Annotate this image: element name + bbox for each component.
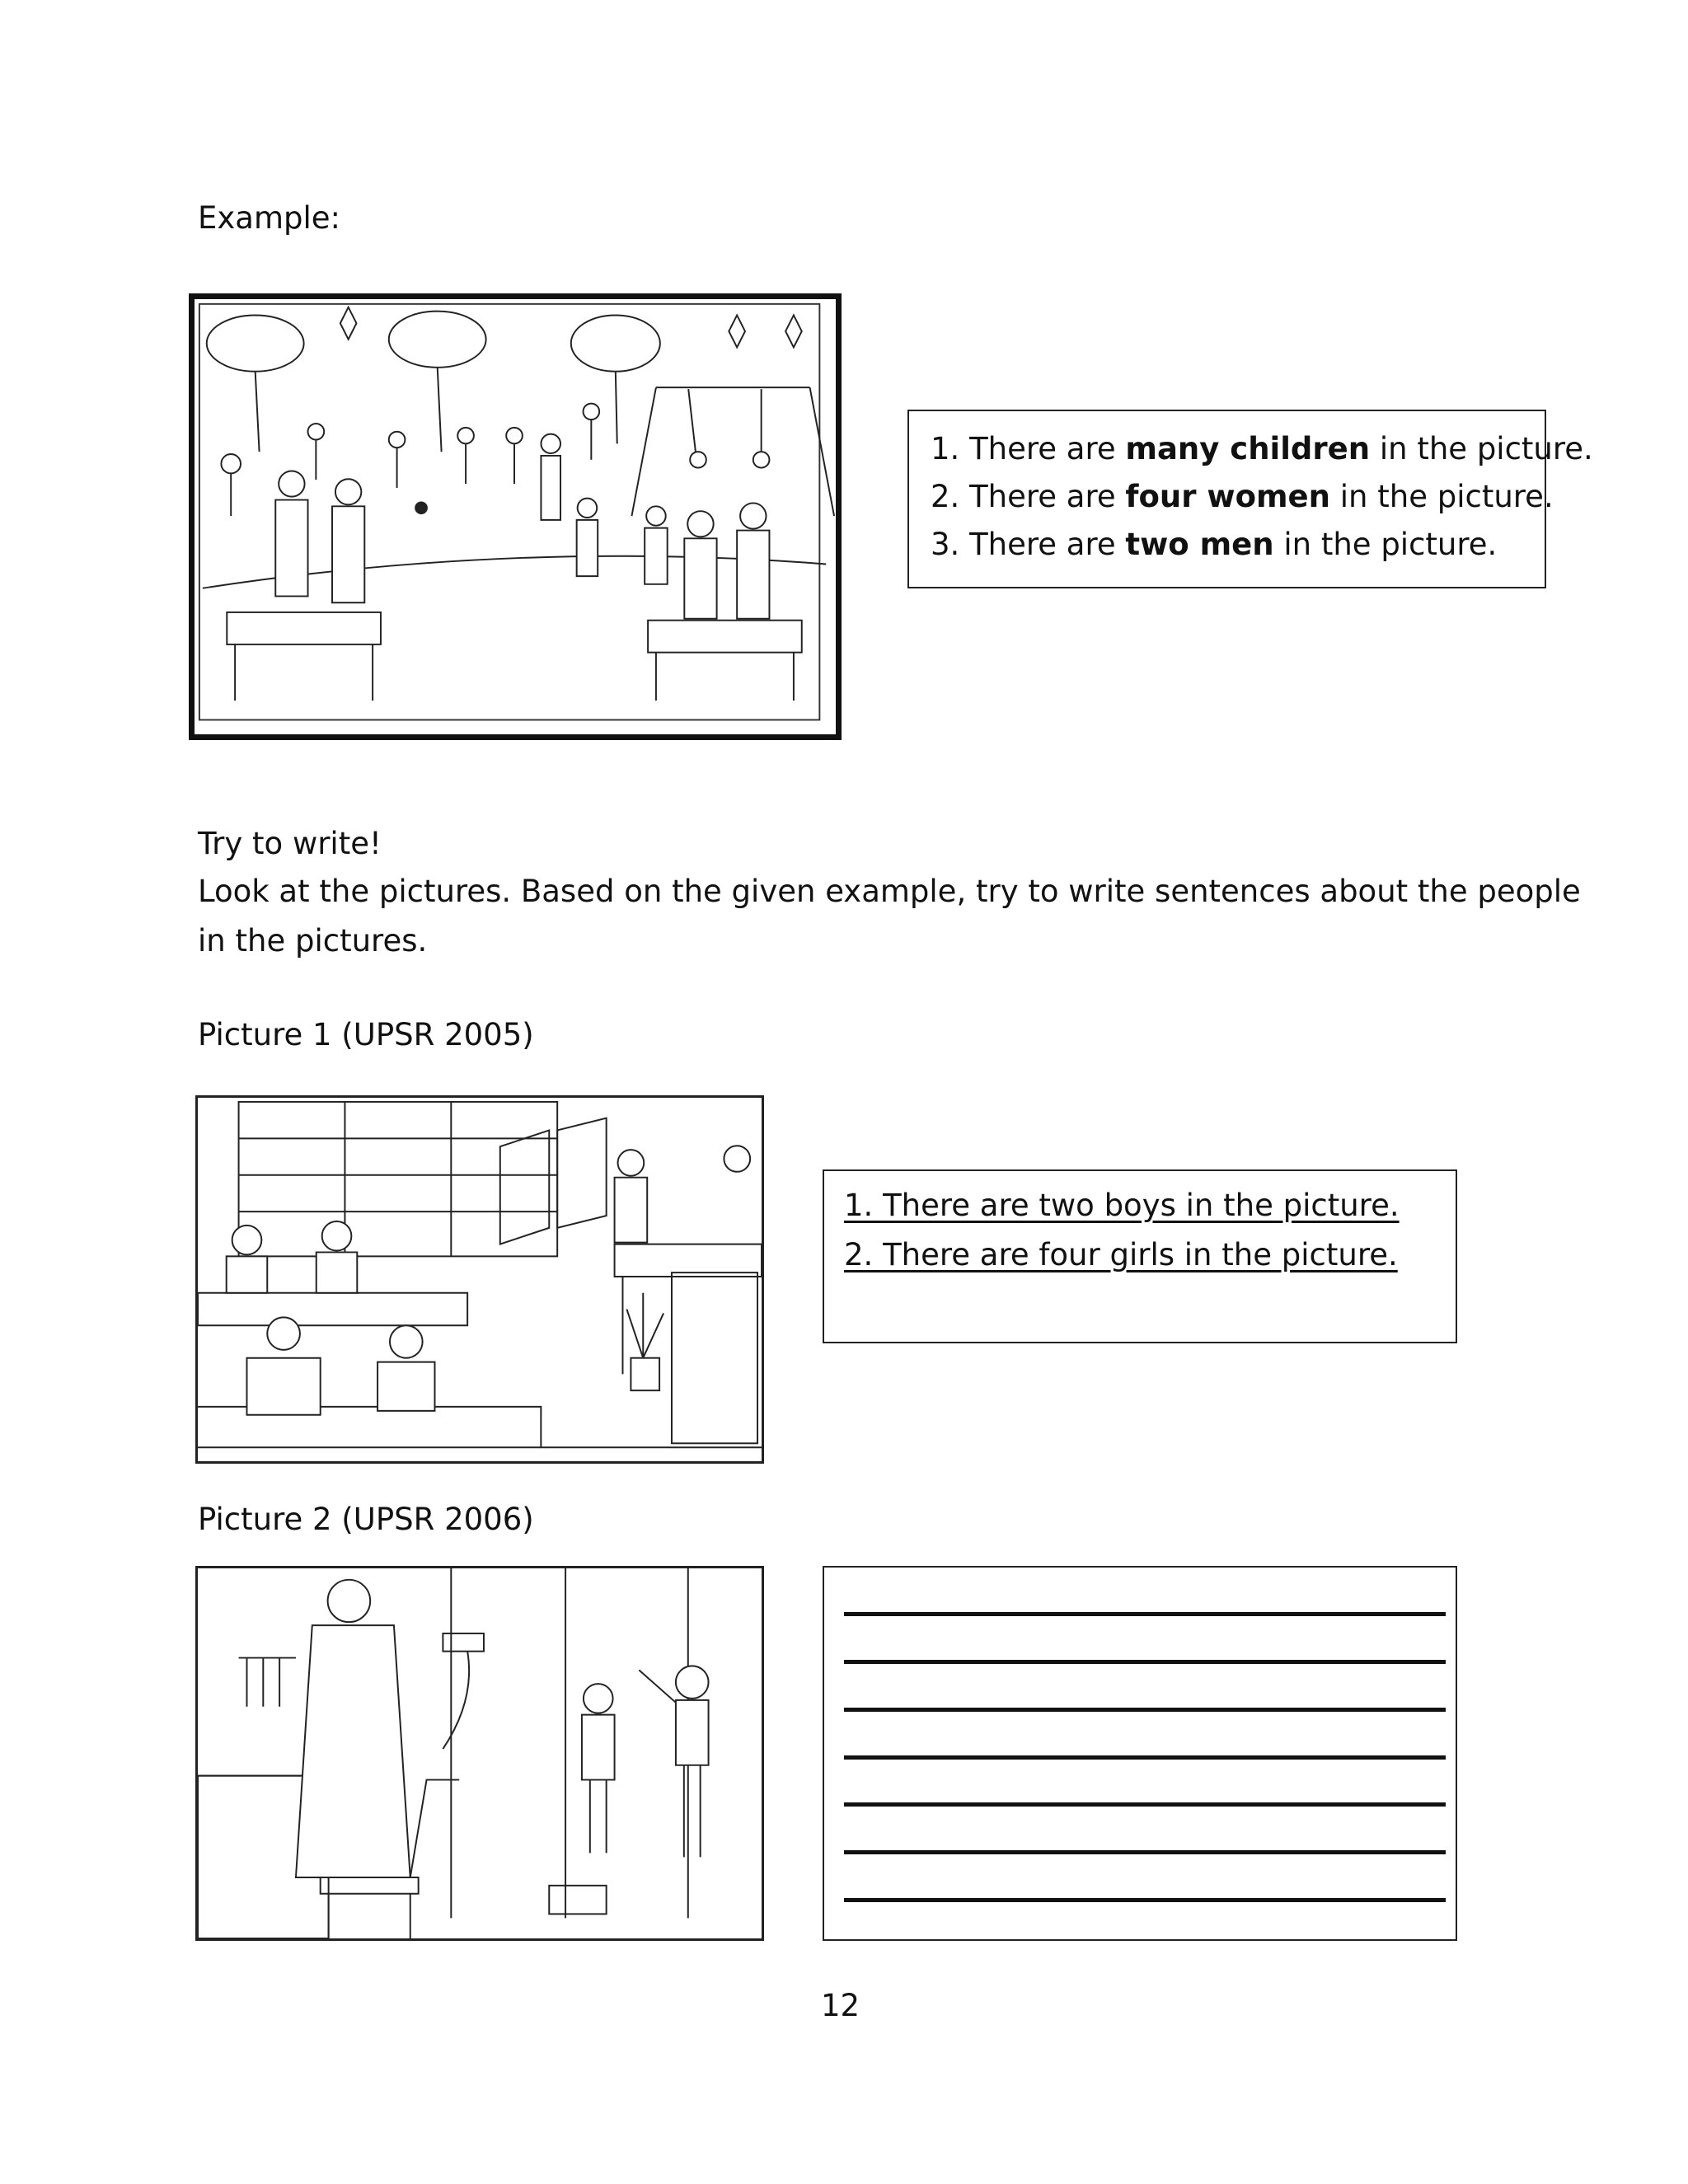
example-sentence-2: 2. There are four women in the picture.: [931, 479, 1554, 514]
instructions-line-1: Look at the pictures. Based on the given example, try to write sentences about the people: [198, 874, 1581, 909]
picture-1-answer-2: 2. There are four girls in the picture.: [844, 1237, 1398, 1272]
instructions-line-2: in the pictures.: [198, 923, 428, 958]
picture-1-classroom: [195, 1095, 764, 1464]
picture-1-answer-1: 1. There are two boys in the picture.: [844, 1188, 1400, 1223]
example-label: Example:: [198, 200, 340, 236]
example-sentence-3: 3. There are two men in the picture.: [931, 527, 1498, 562]
picture-1-answer-box: [823, 1169, 1457, 1343]
instructions-heading: Try to write!: [198, 826, 382, 861]
page-number: 12: [821, 1988, 860, 2023]
writing-line-6[interactable]: [844, 1850, 1446, 1854]
writing-line-7[interactable]: [844, 1898, 1446, 1902]
picture-2-kitchen: [195, 1566, 764, 1941]
writing-line-1[interactable]: [844, 1612, 1446, 1616]
writing-line-3[interactable]: [844, 1708, 1446, 1712]
example-sentence-1: 1. There are many children in the picture.: [931, 431, 1593, 466]
writing-line-4[interactable]: [844, 1755, 1446, 1760]
example-sentences-box: [907, 410, 1593, 588]
picture-1-label: Picture 1 (UPSR 2005): [198, 1017, 534, 1052]
example-picture-playground: [189, 293, 842, 740]
picture-2-label: Picture 2 (UPSR 2006): [198, 1502, 534, 1537]
writing-line-5[interactable]: [844, 1802, 1446, 1807]
picture-2-writing-box[interactable]: [823, 1566, 1457, 1941]
writing-line-2[interactable]: [844, 1660, 1446, 1664]
